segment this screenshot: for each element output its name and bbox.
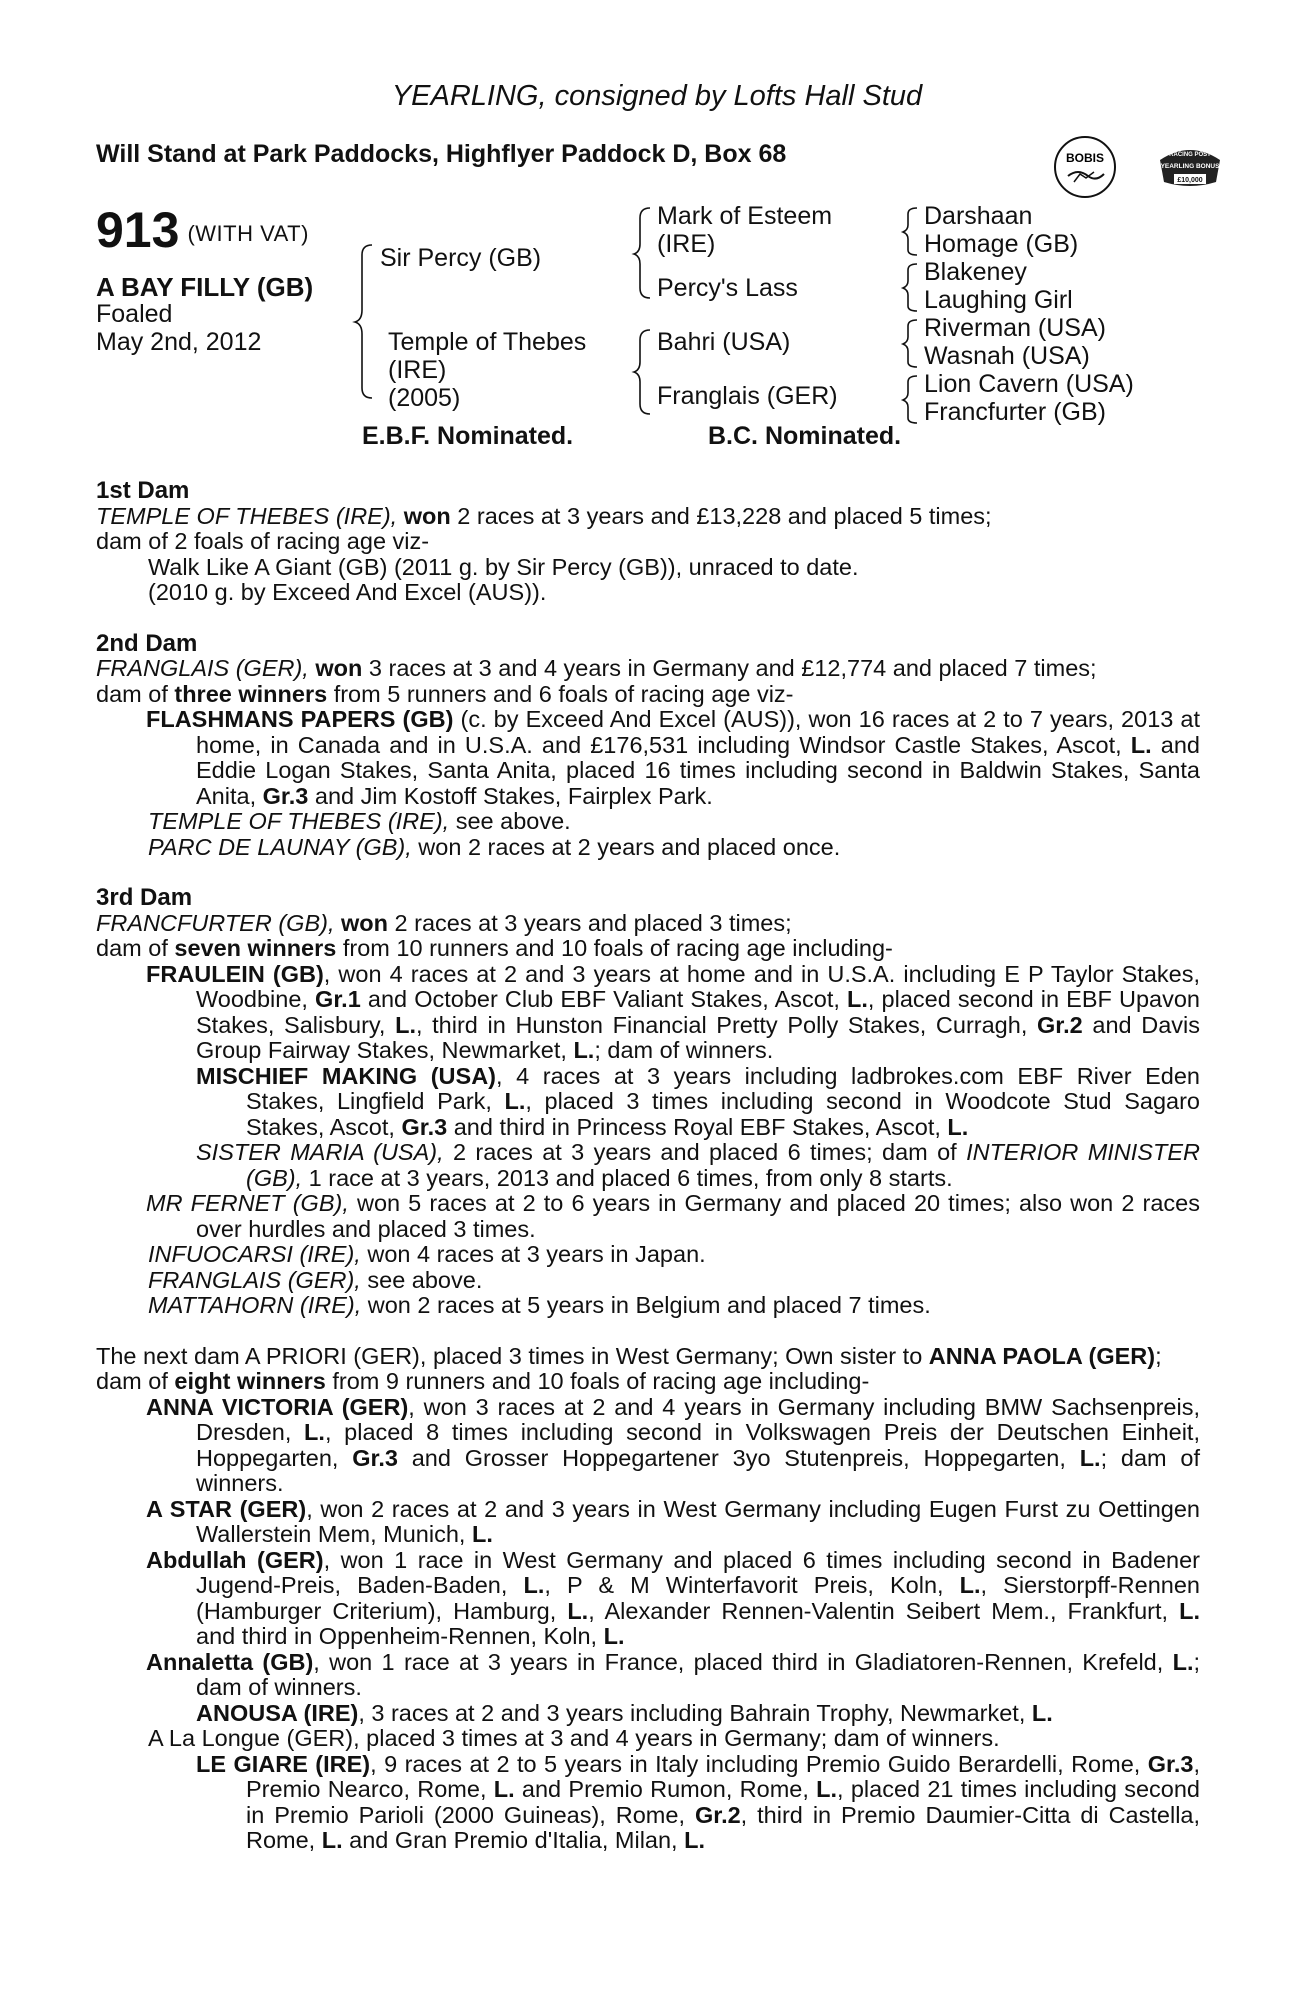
- ebf-nominated: E.B.F. Nominated.: [362, 422, 574, 450]
- produce-1: Walk Like A Giant (GB) (2011 g. by Sir Percy (GB)), unraced to date.: [148, 553, 859, 580]
- a-star: A STAR (GER), won 2 races at 2 and 3 years in West Germany including Eugen Furst zu Oettingen Wallerstein Mem, Munich, L.: [146, 1495, 1200, 1547]
- parc-de-launay: PARC DE LAUNAY (GB), won 2 races at 2 years and placed once.: [148, 833, 841, 860]
- third-dam-produce: dam of seven winners from 10 runners and 10 foals of racing age including-: [96, 935, 893, 961]
- foaled-date: May 2nd, 2012: [96, 328, 262, 356]
- dam-sire: Bahri (USA): [657, 328, 791, 356]
- svg-text:BOBIS: BOBIS: [1065, 151, 1105, 165]
- third-dam-heading: 3rd Dam: [96, 884, 193, 911]
- dam-dam: Franglais (GER): [657, 382, 838, 410]
- mr-fernet: MR FERNET (GB), won 5 races at 2 to 6 years in Germany and placed 20 times; also won 2 races over hurdles and placed 3 times.: [146, 1190, 1200, 1242]
- second-dam-line: FRANGLAIS (GER), won 3 races at 3 and 4 years in Germany and £12,774 and placed 7 times;: [96, 655, 1097, 681]
- second-dam-produce: dam of three winners from 5 runners and 6 foals of racing age viz-: [96, 680, 794, 707]
- bc-nominated: B.C. Nominated.: [708, 422, 902, 450]
- annaletta: Annaletta (GB), won 1 race at 3 years in France, placed third in Gladiatoren-Rennen, Krefeld, L.; dam of winners.: [146, 1648, 1201, 1700]
- svg-text:YEARLING BONUS: YEARLING BONUS: [1160, 163, 1220, 170]
- sd-dam: Laughing Girl: [924, 286, 1073, 314]
- foaled-label: Foaled: [96, 300, 173, 328]
- lot-description: A BAY FILLY (GB): [96, 272, 314, 302]
- second-dam-heading: 2nd Dam: [96, 629, 198, 657]
- ds-dam: Wasnah (USA): [924, 342, 1090, 370]
- anna-victoria: ANNA VICTORIA (GER), won 3 races at 2 and 4 years in Germany including BMW Sachsenpreis, Dresden, L., placed 8 times including second in Volkswagen Preis der Deutschen Einheit, Hoppegarten, Gr.3 and Grosser Hoppegartener 3yo Stutenpreis, Hoppegarten, L.; dam of winners.: [146, 1393, 1200, 1496]
- svg-text:RACING POST: RACING POST: [1169, 152, 1211, 158]
- ss-sire: Darshaan: [924, 202, 1033, 230]
- infuocarsi: INFUOCARSI (IRE), won 4 races at 3 years in Japan.: [148, 1241, 706, 1267]
- next-dam-line: The next dam A PRIORI (GER), placed 3 times in West Germany; Own sister to ANNA PAOLA (GER);: [96, 1342, 1162, 1369]
- mattahorn: MATTAHORN (IRE), won 2 races at 5 years in Belgium and placed 7 times.: [148, 1292, 931, 1318]
- first-dam-line: TEMPLE OF THEBES (IRE), won 2 races at 3 years and £13,228 and placed 5 times;: [96, 502, 992, 529]
- mischief-making: MISCHIEF MAKING (USA), 4 races at 3 years including ladbrokes.com EBF River Eden Stakes, Lingfield Park, L., placed 3 times including second in Woodcote Stud Sagaro Stakes, Ascot, Gr.3 and third in Princess Royal EBF Stakes, Ascot, L.: [196, 1062, 1201, 1140]
- dd-dam: Francfurter (GB): [924, 398, 1106, 426]
- page-title: YEARLING, consigned by Lofts Hall Stud: [391, 80, 923, 112]
- sire-dam: Percy's Lass: [657, 274, 798, 302]
- first-dam-produce: dam of 2 foals of racing age viz-: [96, 528, 430, 554]
- fraulein: FRAULEIN (GB), won 4 races at 2 and 3 years at home and in U.S.A. including E P Taylor Stakes, Woodbine, Gr.1 and October Club EBF Valiant Stakes, Ascot, L., placed second in EBF Upavon Stakes, Salisbury, L., third in Hunston Financial Pretty Polly Stakes, Curragh, Gr.2 and Davis Group Fairway Stakes, Newmarket, L.; dam of winners.: [146, 960, 1201, 1063]
- flashmans-papers: FLASHMANS PAPERS (GB) (c. by Exceed And Excel (AUS)), won 16 races at 2 to 7 years, 2013 at home, in Canada and in U.S.A. and £176,531 including Windsor Castle Stakes, Ascot, L. and Eddie Logan Stakes, Santa Anita, placed 16 times including second in Baldwin Stakes, Santa Anita, Gr.3 and Jim Kostoff Stakes, Fairplex Park.: [146, 706, 1200, 809]
- lot-number: 913 (WITH VAT): [96, 202, 309, 258]
- dd-sire: Lion Cavern (USA): [924, 370, 1134, 398]
- svg-text:£10,000: £10,000: [1177, 177, 1203, 184]
- a-la-longue: A La Longue (GER), placed 3 times at 3 and 4 years in Germany; dam of winners.: [148, 1725, 1000, 1751]
- ss-dam: Homage (GB): [924, 230, 1079, 258]
- le-giare: LE GIARE (IRE), 9 races at 2 to 5 years in Italy including Premio Guido Berardelli, Rome, Gr.3, Premio Nearco, Rome, L. and Premio Rumon, Rome, L., placed 21 times including second in Premio Parioli (2000 Guineas), Rome, Gr.2, third in Premio Daumier-Citta di Castella, Rome, L. and Gran Premio d'Italia, Milan, L.: [196, 1750, 1201, 1853]
- franglais-ref: FRANGLAIS (GER), see above.: [148, 1266, 483, 1293]
- third-dam-line: FRANCFURTER (GB), won 2 races at 3 years and placed 3 times;: [96, 909, 792, 936]
- produce-2: (2010 g. by Exceed And Excel (AUS)).: [148, 579, 547, 605]
- temple-of-thebes-ref: TEMPLE OF THEBES (IRE), see above.: [148, 808, 571, 834]
- stand-location: Will Stand at Park Paddocks, Highflyer Paddock D, Box 68: [96, 140, 787, 168]
- next-dam-produce: dam of eight winners from 9 runners and 10 foals of racing age including-: [96, 1368, 870, 1394]
- dam-pages: [96, 478, 1200, 1854]
- sister-maria: SISTER MARIA (USA), 2 races at 3 years and placed 6 times; dam of INTERIOR MINISTER (GB), 1 race at 3 years, 2013 and placed 6 times, from only 8 starts.: [196, 1139, 1200, 1191]
- sire: Sir Percy (GB): [380, 244, 542, 272]
- abdullah: Abdullah (GER), won 1 race in West Germany and placed 6 times including second in Badener Jugend-Preis, Baden-Baden, L., P & M Winterfavorit Preis, Koln, L., Sierstorpff-Rennen (Hamburger Criterium), Hamburg, L., Alexander Rennen-Valentin Seibert Mem., Frankfurt, L. and third in Oppenheim-Rennen, Koln, L.: [146, 1546, 1201, 1649]
- anousa: ANOUSA (IRE), 3 races at 2 and 3 years including Bahrain Trophy, Newmarket, L.: [196, 1699, 1053, 1726]
- dam: Temple of Thebes (IRE) (2005): [388, 328, 587, 412]
- first-dam-heading: 1st Dam: [96, 477, 190, 504]
- ds-sire: Riverman (USA): [924, 314, 1106, 342]
- sd-sire: Blakeney: [924, 258, 1027, 286]
- sire-sire: Mark of Esteem (IRE): [657, 202, 833, 258]
